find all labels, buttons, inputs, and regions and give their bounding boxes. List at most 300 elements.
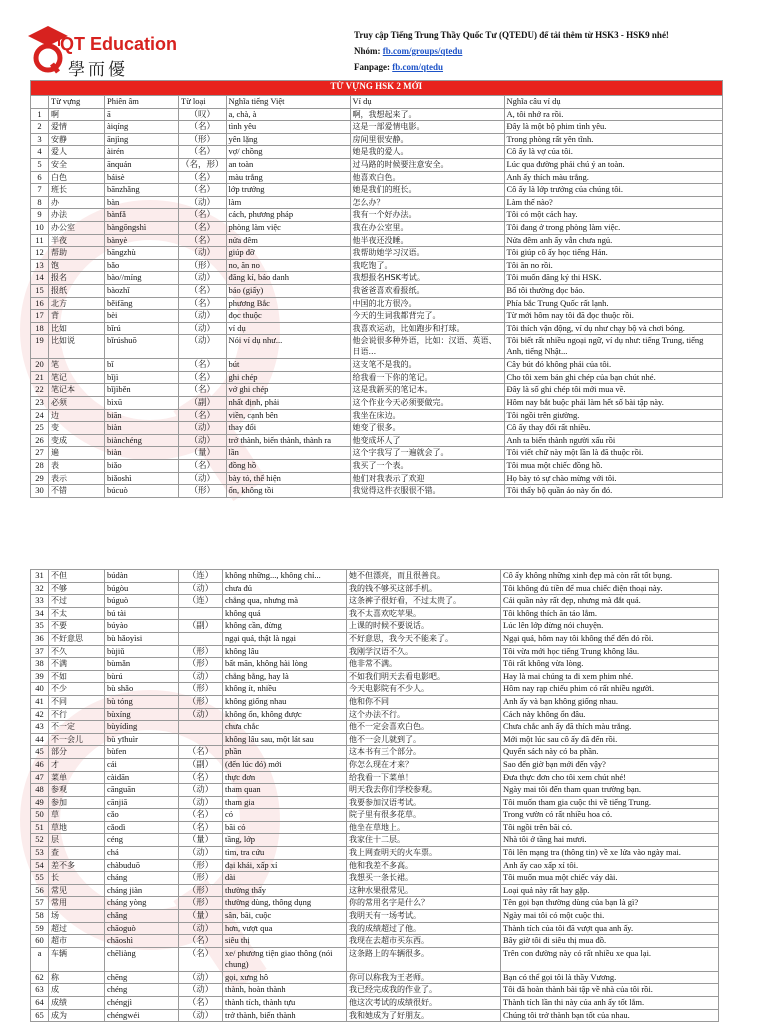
- vocab-word: 班长: [49, 184, 105, 197]
- pinyin: bànfǎ: [105, 209, 179, 222]
- row-number: 48: [31, 784, 49, 797]
- example-meaning: Thành tích lần thi này của anh ấy tốt lắm.: [501, 997, 719, 1010]
- word-type: （动）: [179, 310, 227, 323]
- table-row: [31, 133, 723, 146]
- vocab-table-page-2: [30, 569, 719, 1022]
- example-sentence: 他不一会儿就到了。: [347, 733, 501, 746]
- vietnamese-meaning: tình yêu: [226, 121, 350, 134]
- row-number: 18: [31, 322, 49, 335]
- word-type: （名）: [179, 297, 227, 310]
- example-sentence: 他不一定会喜欢白色。: [347, 721, 501, 734]
- pinyin: bǐrú: [105, 322, 179, 335]
- vocab-word: 长: [49, 872, 105, 885]
- row-number: 65: [31, 1009, 49, 1022]
- example-meaning: Nửa đêm anh ấy vẫn chưa ngủ.: [504, 234, 722, 247]
- vietnamese-meaning: không ổn, không được: [223, 708, 347, 721]
- vietnamese-meaning: thay đổi: [226, 422, 350, 435]
- example-sentence: 这种水果很常见。: [347, 884, 501, 897]
- table-row: [31, 297, 723, 310]
- example-meaning: Ngày mai tôi có một cuộc thi.: [501, 910, 719, 923]
- table-title-row: [31, 81, 723, 96]
- example-sentence: 他和你不同: [347, 695, 501, 708]
- pinyin: bú tài: [105, 607, 179, 620]
- word-type: （形）: [179, 259, 227, 272]
- vietnamese-meaning: lớp trưởng: [226, 184, 350, 197]
- header-line-2: [354, 46, 462, 56]
- table-row: [31, 607, 719, 620]
- vietnamese-meaning: vợ/ chồng: [226, 146, 350, 159]
- fanpage-label: Fanpage:: [354, 62, 393, 72]
- vocab-word: 常用: [49, 897, 105, 910]
- row-number: 19: [31, 335, 49, 359]
- pinyin: cǎo: [105, 809, 179, 822]
- vietnamese-meaning: đại khái, xấp xỉ: [223, 859, 347, 872]
- pinyin: búyào: [105, 620, 179, 633]
- example-sentence: 你可以称我为王老师。: [347, 971, 501, 984]
- pinyin: chǎng: [105, 910, 179, 923]
- table-row: [31, 582, 719, 595]
- table-row: [31, 371, 723, 384]
- example-meaning: Tôi viết chữ này một lần là đã thuộc rồi.: [504, 447, 722, 460]
- vietnamese-meaning: xe/ phương tiện giao thông (nói chung): [223, 947, 347, 971]
- pinyin: càidān: [105, 771, 179, 784]
- page-header: [0, 0, 768, 80]
- vietnamese-meaning: thành tích, thành tựu: [223, 997, 347, 1010]
- table-row: [31, 485, 723, 498]
- vocab-word: 变: [49, 422, 105, 435]
- table-row: [31, 422, 723, 435]
- row-number: 33: [31, 595, 49, 608]
- vocab-word: 背: [49, 310, 105, 323]
- example-meaning: Anh ta biến thành người xấu rồi: [504, 434, 722, 447]
- vocab-word: 不错: [49, 485, 105, 498]
- row-number: 40: [31, 683, 49, 696]
- vietnamese-meaning: đăng kí, báo danh: [226, 272, 350, 285]
- example-meaning: Làm thế nào?: [504, 196, 722, 209]
- word-type: （动）: [179, 984, 223, 997]
- vocab-word: 不同: [49, 695, 105, 708]
- vietnamese-meaning: thực đơn: [223, 771, 347, 784]
- row-number: 17: [31, 310, 49, 323]
- table-row: [31, 670, 719, 683]
- row-number: 15: [31, 284, 49, 297]
- example-meaning: Tôi thấy bộ quần áo này ổn đó.: [504, 485, 722, 498]
- vocab-word: 报纸: [49, 284, 105, 297]
- word-type: （形）: [179, 897, 223, 910]
- vocab-word: 边: [49, 409, 105, 422]
- word-type: （动）: [179, 796, 223, 809]
- example-sentence: 过马路的时候要注意安全。: [350, 158, 504, 171]
- word-type: （名）: [179, 171, 227, 184]
- table-row: [31, 632, 719, 645]
- pinyin: bǐrúshuō: [105, 335, 179, 359]
- vietnamese-meaning: yên lặng: [226, 133, 350, 146]
- example-meaning: Phía bắc Trung Quốc rất lạnh.: [504, 297, 722, 310]
- pinyin: céng: [105, 834, 179, 847]
- column-header: Từ loại: [179, 96, 227, 109]
- example-sentence: 他和我差不多高。: [347, 859, 501, 872]
- vietnamese-meaning: a, chà, à: [226, 108, 350, 121]
- example-sentence: 我有一个好办法。: [350, 209, 504, 222]
- table-row: [31, 771, 719, 784]
- example-meaning: Anh ấy cao xấp xỉ tôi.: [501, 859, 719, 872]
- example-sentence: 她是我们的班长。: [350, 184, 504, 197]
- column-header: Phiên âm: [105, 96, 179, 109]
- example-sentence: 这是我新买的笔记本。: [350, 384, 504, 397]
- example-sentence: 我和她成为了好朋友。: [347, 1009, 501, 1022]
- vocab-word: 不久: [49, 645, 105, 658]
- example-sentence: 她不但漂亮，而且很善良。: [347, 570, 501, 583]
- table-row: [31, 834, 719, 847]
- row-number: 30: [31, 485, 49, 498]
- pinyin: bùxíng: [105, 708, 179, 721]
- vietnamese-meaning: chưa chắc: [223, 721, 347, 734]
- vietnamese-meaning: chưa đủ: [223, 582, 347, 595]
- table-row: [31, 796, 719, 809]
- example-meaning: Ngày mai tôi đến tham quan trường bạn.: [501, 784, 719, 797]
- pinyin: bìxū: [105, 397, 179, 410]
- vocab-word: 层: [49, 834, 105, 847]
- table-row: [31, 922, 719, 935]
- vocab-word: 办法: [49, 209, 105, 222]
- vocab-word: 不但: [49, 570, 105, 583]
- vietnamese-meaning: nhất định, phải: [226, 397, 350, 410]
- example-sentence: 今天电影院有不少人。: [347, 683, 501, 696]
- vocab-word: 啊: [49, 108, 105, 121]
- word-type: （动）: [179, 322, 227, 335]
- table-row: [31, 1009, 719, 1022]
- table-row: [31, 158, 723, 171]
- example-meaning: Bố tôi thường đọc báo.: [504, 284, 722, 297]
- example-meaning: Ngại quá, hôm nay tôi không thể đến đó rồi.: [501, 632, 719, 645]
- word-type: （名）: [179, 771, 223, 784]
- word-type: （名）: [179, 209, 227, 222]
- example-meaning: Trong vườn có rất nhiều hoa cỏ.: [501, 809, 719, 822]
- example-sentence: 他会说很多种外语，比如：汉语、英语、日语...: [350, 335, 504, 359]
- example-sentence: 我的成绩超过了他。: [347, 922, 501, 935]
- example-meaning: Anh ấy và bạn không giống nhau.: [501, 695, 719, 708]
- pinyin: chāoguò: [105, 922, 179, 935]
- vietnamese-meaning: hơn, vượt qua: [223, 922, 347, 935]
- example-sentence: 院子里有很多花草。: [347, 809, 501, 822]
- row-number: 55: [31, 872, 49, 885]
- pinyin: ānjìng: [105, 133, 179, 146]
- column-header: Từ vựng: [49, 96, 105, 109]
- example-meaning: Chưa chắc anh ấy đã thích màu trắng.: [501, 721, 719, 734]
- vocab-word: 超市: [49, 935, 105, 948]
- word-type: （形）: [179, 872, 223, 885]
- vietnamese-meaning: đồng hồ: [226, 460, 350, 473]
- row-number: 11: [31, 234, 49, 247]
- row-number: 43: [31, 721, 49, 734]
- word-type: （副）: [179, 397, 227, 410]
- table-row: [31, 984, 719, 997]
- word-type: （形）: [179, 884, 223, 897]
- vocab-word: 变成: [49, 434, 105, 447]
- pinyin: cái: [105, 758, 179, 771]
- pinyin: běifāng: [105, 297, 179, 310]
- vocab-word: 饱: [49, 259, 105, 272]
- example-meaning: Tôi ngồi trên giường.: [504, 409, 722, 422]
- pinyin: chéng: [105, 984, 179, 997]
- pinyin: ā: [105, 108, 179, 121]
- vietnamese-meaning: màu trắng: [226, 171, 350, 184]
- example-sentence: 你的常用名字是什么？: [347, 897, 501, 910]
- vocab-word: 半夜: [49, 234, 105, 247]
- fanpage-link[interactable]: fb.com/qtedu: [392, 62, 444, 72]
- row-number: 47: [31, 771, 49, 784]
- pinyin: bànyè: [105, 234, 179, 247]
- example-meaning: Tôi muốn tham gia cuộc thi về tiếng Trung.: [501, 796, 719, 809]
- table-row: [31, 997, 719, 1010]
- table-row: [31, 447, 723, 460]
- table-row: [31, 472, 723, 485]
- example-meaning: Cây bút đó không phải của tôi.: [504, 359, 722, 372]
- word-type: （动）: [179, 847, 223, 860]
- vocab-word: 部分: [49, 746, 105, 759]
- vocab-word: 不满: [49, 658, 105, 671]
- vocab-word: 不要: [49, 620, 105, 633]
- brand-chinese: 學而優: [68, 60, 128, 80]
- row-number: 38: [31, 658, 49, 671]
- word-type: （量）: [179, 447, 227, 460]
- table-row: [31, 196, 723, 209]
- vocab-word: 不少: [49, 683, 105, 696]
- word-type: [179, 733, 223, 746]
- example-meaning: Tôi đang ở trong phòng làm việc.: [504, 221, 722, 234]
- vocab-word: 才: [49, 758, 105, 771]
- row-number: 26: [31, 434, 49, 447]
- example-meaning: Đưa thực đơn cho tôi xem chút nhé!: [501, 771, 719, 784]
- table-row: [31, 872, 719, 885]
- table-row: [31, 434, 723, 447]
- table-row: [31, 721, 719, 734]
- word-type: （动）: [179, 708, 223, 721]
- word-type: （名）: [179, 809, 223, 822]
- column-header: Nghĩa câu ví dụ: [504, 96, 722, 109]
- pinyin: búcuò: [105, 485, 179, 498]
- table-row: [31, 121, 723, 134]
- pinyin: chēliàng: [105, 947, 179, 971]
- word-type: （动）: [179, 1009, 223, 1022]
- word-type: （名）: [179, 234, 227, 247]
- example-sentence: 我的钱不够买这部手机。: [347, 582, 501, 595]
- vietnamese-meaning: (đến lúc đó) mới: [223, 758, 347, 771]
- pinyin: búdàn: [105, 570, 179, 583]
- word-type: （名）: [179, 221, 227, 234]
- row-number: 50: [31, 809, 49, 822]
- example-sentence: 啊，我想起来了。: [350, 108, 504, 121]
- word-type: （名）: [179, 359, 227, 372]
- row-number: 4: [31, 146, 49, 159]
- example-sentence: 他非常不满。: [347, 658, 501, 671]
- row-number: 60: [31, 935, 49, 948]
- row-number: 39: [31, 670, 49, 683]
- vocab-word: 白色: [49, 171, 105, 184]
- row-number: 7: [31, 184, 49, 197]
- vietnamese-meaning: bút: [226, 359, 350, 372]
- word-type: （副）: [179, 620, 223, 633]
- vocab-word: 超过: [49, 922, 105, 935]
- vocab-word: 办: [49, 196, 105, 209]
- example-meaning: Cô ấy không những xinh đẹp mà còn rất tốt bụng.: [501, 570, 719, 583]
- vietnamese-meaning: không lâu: [223, 645, 347, 658]
- table-row: [31, 708, 719, 721]
- example-sentence: 我家住十二层。: [347, 834, 501, 847]
- vocab-word: 车辆: [49, 947, 105, 971]
- word-type: （副）: [179, 758, 223, 771]
- table-row: [31, 397, 723, 410]
- example-meaning: Tôi giúp cô ấy học tiếng Hán.: [504, 247, 722, 260]
- example-sentence: 我不太喜欢吃苹果。: [347, 607, 501, 620]
- example-sentence: 这是一部爱情电影。: [350, 121, 504, 134]
- example-meaning: Chúng tôi trở thành bạn tốt của nhau.: [501, 1009, 719, 1022]
- vocab-word: 爱人: [49, 146, 105, 159]
- vietnamese-meaning: Nói ví dụ như...: [226, 335, 350, 359]
- example-sentence: 我爸爸喜欢看报纸。: [350, 284, 504, 297]
- word-type: （形）: [179, 683, 223, 696]
- example-meaning: Tôi rất không vừa lòng.: [501, 658, 719, 671]
- row-number: 41: [31, 695, 49, 708]
- vocab-word: 不够: [49, 582, 105, 595]
- word-type: （动）: [179, 670, 223, 683]
- row-number: 2: [31, 121, 49, 134]
- pinyin: búgòu: [105, 582, 179, 595]
- vocab-word: 不好意思: [49, 632, 105, 645]
- example-sentence: 这个作业今天必须要做完。: [350, 397, 504, 410]
- vocab-word: 办公室: [49, 221, 105, 234]
- example-sentence: 你怎么现在才来？: [347, 758, 501, 771]
- word-type: （名）: [179, 460, 227, 473]
- pinyin: bùfen: [105, 746, 179, 759]
- pinyin: bāngzhù: [105, 247, 179, 260]
- row-number: 42: [31, 708, 49, 721]
- table-row: [31, 971, 719, 984]
- example-sentence: 我想报名HSK考试。: [350, 272, 504, 285]
- vocab-word: 笔: [49, 359, 105, 372]
- table-row: [31, 645, 719, 658]
- table-row: [31, 209, 723, 222]
- pinyin: cānguān: [105, 784, 179, 797]
- row-number: 57: [31, 897, 49, 910]
- header-text: Truy cập Tiếng Trung Thầy Quốc Tư (QTEDU) để tải thêm từ HSK3 - HSK9 nhé!: [354, 30, 669, 40]
- pinyin: bù hǎoyìsi: [105, 632, 179, 645]
- example-meaning: Nhà tôi ở tầng hai mươi.: [501, 834, 719, 847]
- vietnamese-meaning: sân, bãi, cuộc: [223, 910, 347, 923]
- vocab-word: 不过: [49, 595, 105, 608]
- example-meaning: Quyển sách này có ba phần.: [501, 746, 719, 759]
- vocab-word: 成绩: [49, 997, 105, 1010]
- example-meaning: Tôi có một cách hay.: [504, 209, 722, 222]
- vocab-word: 笔记本: [49, 384, 105, 397]
- example-meaning: Đây là một bộ phim tình yêu.: [504, 121, 722, 134]
- vocab-word: 成为: [49, 1009, 105, 1022]
- pinyin: bǐjì: [105, 371, 179, 384]
- example-sentence: 这条路上的车辆很多。: [347, 947, 501, 971]
- table-row: [31, 595, 719, 608]
- word-type: （名）: [179, 997, 223, 1010]
- group-label: Nhóm:: [354, 46, 383, 56]
- pinyin: biàn: [105, 447, 179, 460]
- word-type: （名）: [179, 409, 227, 422]
- word-type: （动）: [179, 422, 227, 435]
- vietnamese-meaning: gọi, xưng hô: [223, 971, 347, 984]
- example-meaning: Cô ấy là vợ của tôi.: [504, 146, 722, 159]
- vocab-word: 北方: [49, 297, 105, 310]
- pinyin: bùyídìng: [105, 721, 179, 734]
- vietnamese-meaning: giúp đỡ: [226, 247, 350, 260]
- vietnamese-meaning: viền, cạnh bên: [226, 409, 350, 422]
- vocab-word: 参观: [49, 784, 105, 797]
- vietnamese-meaning: tìm, tra cứu: [223, 847, 347, 860]
- table-row: [31, 146, 723, 159]
- example-sentence: 我现在去超市买东西。: [347, 935, 501, 948]
- vietnamese-meaning: không những..., không chỉ...: [223, 570, 347, 583]
- table-row: [31, 359, 723, 372]
- example-meaning: Tôi đã hoàn thành bài tập về nhà của tôi rồi.: [501, 984, 719, 997]
- example-sentence: 上课的时候不要说话。: [347, 620, 501, 633]
- word-type: （形）: [179, 645, 223, 658]
- example-meaning: Tôi vừa mới học tiếng Trung không lâu.: [501, 645, 719, 658]
- word-type: （名）: [179, 821, 223, 834]
- example-sentence: 这个字我写了一遍就会了。: [350, 447, 504, 460]
- row-number: 10: [31, 221, 49, 234]
- example-meaning: Cái quần này rất đẹp, nhưng mà đắt quá.: [501, 595, 719, 608]
- row-number: 24: [31, 409, 49, 422]
- word-type: （形）: [179, 658, 223, 671]
- example-meaning: Tôi không đủ tiền để mua chiếc điện thoại này.: [501, 582, 719, 595]
- vietnamese-meaning: thường dùng, thông dụng: [223, 897, 347, 910]
- table-row: [31, 620, 719, 633]
- vietnamese-meaning: vở ghi chép: [226, 384, 350, 397]
- vocab-word: 表示: [49, 472, 105, 485]
- vietnamese-meaning: trở thành, biến thành, thành ra: [226, 434, 350, 447]
- example-sentence: 他喜欢白色。: [350, 171, 504, 184]
- row-number: 16: [31, 297, 49, 310]
- column-header: Ví dụ: [350, 96, 504, 109]
- table-row: [31, 884, 719, 897]
- vietnamese-meaning: không giống nhau: [223, 695, 347, 708]
- pinyin: búguò: [105, 595, 179, 608]
- row-number: 25: [31, 422, 49, 435]
- pinyin: bùjiǔ: [105, 645, 179, 658]
- pinyin: bùrú: [105, 670, 179, 683]
- example-meaning: Lúc lên lớp đừng nói chuyện.: [501, 620, 719, 633]
- vocab-word: 场: [49, 910, 105, 923]
- pinyin: biǎoshì: [105, 472, 179, 485]
- vocab-word: 比如: [49, 322, 105, 335]
- row-number: 23: [31, 397, 49, 410]
- pinyin: chá: [105, 847, 179, 860]
- example-sentence: 明天我去你们学校参观。: [347, 784, 501, 797]
- example-meaning: Tôi ngồi trên bãi cỏ.: [501, 821, 719, 834]
- row-number: 14: [31, 272, 49, 285]
- example-sentence: 我喜欢运动，比如跑步和打球。: [350, 322, 504, 335]
- pinyin: bǐ: [105, 359, 179, 372]
- group-link[interactable]: fb.com/groups/qtedu: [382, 46, 463, 56]
- pinyin: báisè: [105, 171, 179, 184]
- table-row: [31, 570, 719, 583]
- example-meaning: Tên gọi bạn thường dùng của bạn là gì?: [501, 897, 719, 910]
- example-sentence: 不好意思，我今天不能来了。: [347, 632, 501, 645]
- row-number: 9: [31, 209, 49, 222]
- pinyin: bǎo: [105, 259, 179, 272]
- word-type: [179, 632, 223, 645]
- word-type: （形）: [179, 133, 227, 146]
- row-number: 3: [31, 133, 49, 146]
- table-row: [31, 847, 719, 860]
- pinyin: bù tóng: [105, 695, 179, 708]
